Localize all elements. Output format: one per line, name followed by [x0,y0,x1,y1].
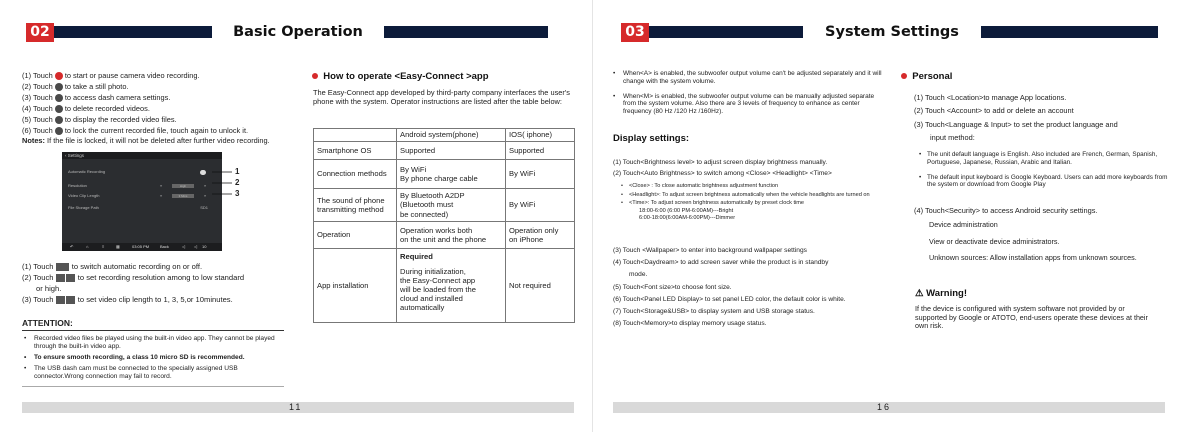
item-text: Touch<Security> to access Android security settings. [924,206,1098,215]
bullet-text: <Close> : To close automatic brightness adjustment function [629,183,779,189]
item-text: to set video clip length to 1, 3, 5,or 10minutes. [77,295,233,304]
right-page [593,0,1185,432]
item-text: to lock the current recorded file, touch again to unlock it. [64,126,249,135]
settings-row-label: File Storage Path [68,205,99,210]
item-number: (2) [22,82,32,91]
item-text: Touch [33,273,54,282]
bullet-text: <Time>: To adjust screen brightness automatically by preset clock time [629,200,805,207]
list-item: • The default input keyboard is Google Keyboard. Users can add more keyboards from the system or download from Google Play [919,173,1168,189]
list-item [914,118,1176,131]
list-item [613,306,893,318]
list-item [22,70,312,81]
settings-row-label: Resolution [68,183,87,188]
item-text: Touch [32,71,53,80]
table-cell: By WiFi [506,189,575,222]
page-title: Basic Operation [212,23,384,42]
list-item: • To ensure smooth recording, a class 10 micro SD is recommended. [24,354,245,361]
section-title: Warning! [926,288,967,299]
attention-text: Recorded video files be played using the built-in video app. They cannot be played through the built-in video app. [34,335,275,350]
list-item [22,103,312,114]
list-item: • <Time>: To adjust screen brightness automatically by preset clock time [621,200,805,207]
list-item [613,245,893,257]
list-item: • The unit default language is English. Also included are French, German, Spanish, Portuguese, Japanese, Russian, Arabic and Italian. [919,151,1158,166]
camera-icon [55,83,63,91]
item-number: (2) [914,106,924,116]
chapter-badge: 02 [26,23,54,42]
item-number: (1) [914,93,924,102]
table-cell: Not required [506,249,575,323]
item-text: to access dash camera settings. [64,93,171,102]
list-item [22,261,312,272]
attention-text: To ensure smooth recording, a class 10 micro SD is recommended. [34,354,245,361]
item-number: (4) [613,259,622,267]
item-number: (4) [22,104,32,113]
item-number: (4) [914,206,924,215]
item-text: or high. [36,284,62,293]
item-number: (8) [613,320,622,328]
language-bullets [919,151,1174,189]
section-title: How to operate <Easy-Connect >app [323,71,489,82]
settings-title: Settings [67,153,85,158]
security-line: View or deactivate device administrators. [929,236,1060,246]
files-icon [55,116,63,124]
table-row [314,222,575,249]
item-text: mode. [629,271,648,279]
warning-icon: ⚠ [915,288,924,299]
list-item [613,318,893,330]
time-line: 18:00-6:00 (6:00 PM-6:00AM)---Bright [639,207,734,214]
callout-1: 1 [235,167,240,176]
warning-text: If the device is configured with system software not provided by or supported by Google or ATOTO, end-users operate these devices at their own risk. [915,304,1148,330]
list-item [613,257,893,269]
item-number: (6) [613,295,622,303]
list-item [22,81,312,92]
item-text: Touch [32,126,53,135]
item-text: Touch<Daydream> to add screen saver while the product is in standby [622,259,829,267]
item-text: to display the recorded video files. [64,115,177,124]
item-text: to start or pause camera video recording. [64,71,200,80]
list-item: • <Headlight>: To adjust screen brightness automatically when the vehicle headlights are turned on [621,191,870,198]
notes-text: If the file is locked, it will not be deleted after further video recording. [45,136,270,145]
settings-screenshot [62,152,222,251]
easy-connect-intro: The Easy-Connect app developed by third-party company interfaces the user's phone with the system. Operator instructions are listed after the table below: [313,88,570,106]
attention-list [24,335,286,381]
required-label: Required [400,252,433,261]
security-details [929,221,1169,263]
attention-heading: ATTENTION: [22,318,73,328]
table-row [314,189,575,222]
display-list-continued [613,245,893,330]
item-text: Touch [32,104,53,113]
auto-brightness-list [621,183,889,223]
item-text: Touch [32,93,53,102]
bullet-text: <Headlight>: To adjust screen brightness automatically when the vehicle headlights are turned on [629,191,870,198]
chevron-right-icon [66,296,75,304]
item-number: (3) [22,93,32,102]
table-cell: App installation [314,249,397,323]
nav-back-label: Back [160,244,169,249]
table-cell: The sound of phone transmitting method [314,189,397,222]
security-line: Device administration [929,220,998,229]
apps-icon: ▦ [116,244,120,249]
attention-text: The USB dash cam must be connected to the specially assigned USB connector.Wrong connection may fail to record. [34,365,238,380]
list-item [613,157,893,168]
table-row [314,160,575,189]
attention-box-rule [22,386,284,387]
display-list [613,157,893,179]
chevron-left-icon [56,274,65,282]
settings-row [68,204,216,212]
notes-label: Notes: [22,136,45,145]
home-icon: ⌂ [86,244,89,249]
install-detail: During initialization, the Easy-Connect app will be loaded from the cloud and installed automatically [400,267,476,313]
list-item: • The USB dash cam must be connected to the specially assigned USB connector.Wrong connection may fail to record. [24,365,238,380]
callout-lines [212,168,236,200]
page-number: 11 [289,402,303,412]
page-number: 16 [877,402,892,412]
item-text: Touch <Wallpaper> to enter into background wallpaper settings [622,247,807,254]
table-cell: Connection methods [314,160,397,189]
item-number: (3) [22,295,32,304]
list-item: • When<M> is enabled, the subwoofer output volume can be manually adjusted separate from the system volume. Also there are 3 levels of frequency to enhance as center frequency (80 Hz /120 Hz /160Hz). [613,92,875,116]
chevron-left-icon: « [160,193,163,198]
list-item [22,272,312,283]
item-number: (3) [914,119,924,129]
volume-icon: ◁ [182,244,186,249]
chevron-left-icon: « [160,183,163,188]
table-row [314,249,575,323]
item-text: Touch <Account> to add or delete an account [924,106,1074,116]
chevron-right-icon: » [204,193,207,198]
item-number: (2) [613,170,622,177]
bullet-text: When<M> is enabled, the subwoofer output volume can be manually adjusted separate from the system volume. Also there are 3 levels of frequency to enhance as center frequency (80 Hz /120 Hz /160Hz). [623,92,875,116]
list-item [613,282,893,294]
bullet-dot [312,73,318,79]
chapter-badge: 03 [621,23,649,42]
list-item [22,92,312,103]
personal-list [914,91,1176,145]
item-text: input method: [930,133,975,143]
settings-row [68,168,216,176]
item-text: Touch<Language & Input> to set the product language and [924,119,1118,129]
table-cell: By Bluetooth A2DP (Bluetooth must be connected) [397,189,506,222]
item-text: to take a still photo. [64,82,129,91]
nav-bar [62,243,222,251]
bullet-text: The unit default language is English. Also included are French, German, Spanish, Portuguese, Japanese, Russian, Arabic and Italian. [927,151,1158,166]
time-line: 6:00-18:00(6:00AM-6:00PM)---Dimmer [639,215,736,222]
settings-row-label: Video Clip Length [68,193,100,198]
chevron-right-icon: » [204,183,207,188]
item-number: (2) [22,273,32,282]
item-number: (3) [613,247,622,254]
table-cell: Operation works both on the unit and the phone [397,222,506,249]
attention-rule [22,330,284,331]
back-icon: ↶ [70,244,74,249]
delete-icon [55,105,63,113]
item-number: (6) [22,126,32,135]
volume-icon: ◁ [194,244,198,249]
menu-icon: ≡ [102,244,105,249]
table-header: IOS( iphone) [506,129,575,142]
chevron-left-icon [56,296,65,304]
security-line: Unknown sources: Allow installation apps from unknown sources. [929,253,1137,262]
bullet-text: The default input keyboard is Google Keyboard. Users can add more keyboards from the system or download from Google Play [927,173,1168,189]
item-text: Touch<Panel LED Display> to set panel LED color, the default color is white. [622,295,846,303]
item-number: (1) [613,159,622,166]
table-cell [397,249,506,323]
list-item [22,294,312,305]
list-item [914,104,1176,117]
settings-row-value: 3 Mins [172,194,194,198]
item-text: Touch<Font size>to choose font size. [622,283,732,291]
settings-icon [55,94,63,102]
bullet-text: When<A> is enabled, the subwoofer output volume can't be adjusted separately and it will change with the system volume. [623,70,882,85]
bullet-dot [901,73,907,79]
item-text: Touch [32,115,53,124]
settings-row-value: SD1 [200,205,208,210]
intro-bullets [613,70,885,116]
item-text: to set recording resolution among to low standard [77,273,245,282]
table-cell: Smartphone OS [314,142,397,160]
item-text: Touch [33,295,54,304]
callout-2: 2 [235,178,240,187]
nav-time: 03:05 PM [132,244,150,249]
record-icon [55,72,63,80]
item-text: Touch<Memory>to display memory usage status. [622,320,767,328]
item-text: Touch [33,262,54,271]
settings-row [68,192,216,200]
list-item [613,294,893,306]
settings-list [22,261,312,305]
item-text: Touch<Brightness level> to adjust screen display brightness manually. [622,159,828,166]
easy-connect-heading [312,71,489,82]
page-title: System Settings [803,23,981,42]
item-text: Touch [32,82,53,91]
list-item [613,168,893,179]
nav-volume: 10 [202,244,207,249]
table-cell: Operation [314,222,397,249]
item-number: (7) [613,308,622,316]
item-number: (5) [22,115,32,124]
personal-heading [901,71,952,82]
table-cell: Supported [506,142,575,160]
item-number: (1) [22,262,32,271]
left-page [0,0,592,432]
settings-row-value: High [172,184,194,188]
list-item: • <Close> : To close automatic brightness adjustment function [621,183,779,189]
table-row [314,142,575,160]
table-header: Android system(phone) [397,129,506,142]
item-text: Touch <Location>to manage App locations. [924,93,1067,102]
item-number: (5) [613,283,622,291]
chevron-right-icon [66,274,75,282]
display-settings-heading: Display settings: [613,133,690,144]
section-title: Personal [912,71,953,82]
item-text: Touch<Auto Brightness> to switch among <Close> <Headlight> <Time> [622,170,832,177]
list-item [22,125,312,136]
settings-title-bar: ‹ Settings [62,152,222,159]
list-item: • When<A> is enabled, the subwoofer output volume can't be adjusted separately and it will change with the system volume. [613,70,882,85]
item-text: Touch<Storage&USB> to display system and USB storage status. [622,308,815,316]
table-cell: Supported [397,142,506,160]
security-item [914,207,1098,216]
item-text: to switch automatic recording on or off. [71,262,203,271]
table-cell: By WiFi By phone charge cable [397,160,506,189]
warning-heading [915,288,967,299]
item-text: to delete recorded videos. [64,104,150,113]
table-header [314,129,397,142]
settings-row [68,182,216,190]
table-cell: By WiFi [506,160,575,189]
callout-3: 3 [235,189,240,198]
settings-row-label: Automatic Recording [68,169,106,174]
item-number: (1) [22,71,32,80]
lock-icon [55,127,63,135]
toggle-switch [200,170,206,175]
comparison-table [313,128,575,323]
list-item: • Recorded video files be played using the built-in video app. They cannot be played through the built-in video app. [24,335,275,350]
touch-list [22,70,312,146]
list-item [22,114,312,125]
toggle-icon [56,263,69,271]
table-cell: Operation only on iPhone [506,222,575,249]
list-item [914,91,1176,104]
